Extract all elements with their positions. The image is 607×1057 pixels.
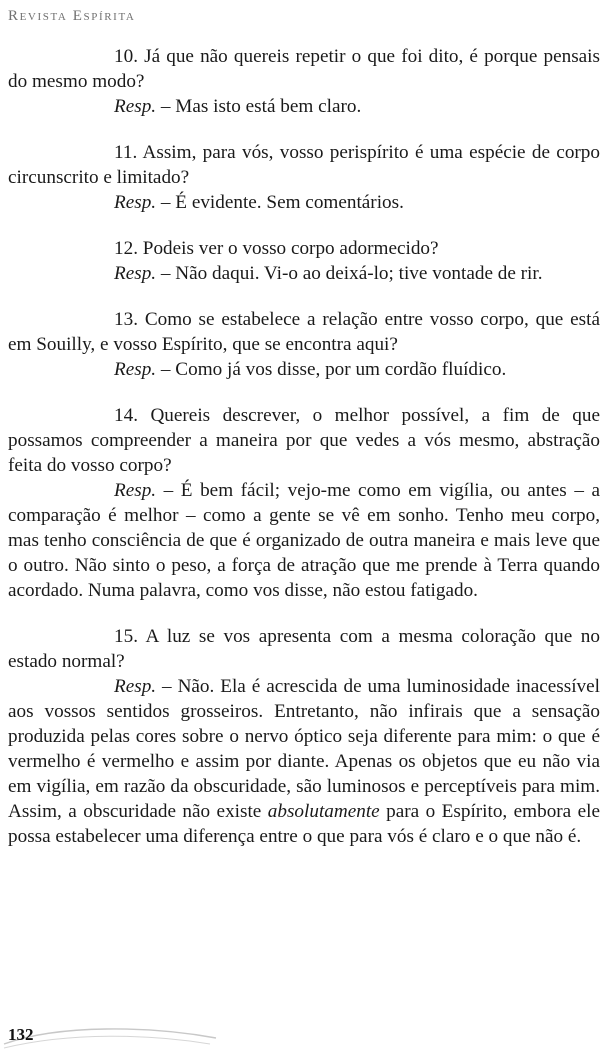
qa-entry-10: [8, 44, 600, 119]
emphasis-text: absolutamente: [267, 801, 380, 822]
answer-paragraph: [8, 261, 600, 286]
resp-label: Resp.: [114, 263, 157, 284]
answer-text: – É evidente. Sem comentários.: [156, 192, 404, 213]
resp-label: Resp.: [114, 192, 157, 213]
qa-entry-12: [8, 236, 600, 286]
question-text: 12. Podeis ver o vosso corpo adormecido?: [114, 238, 439, 259]
resp-label: Resp.: [114, 359, 157, 380]
resp-label: Resp.: [114, 96, 157, 117]
resp-label: Resp.: [114, 676, 157, 697]
answer-text-end: para o Espírito, embora ele possa estabelecer uma diferença entre o que para vós é claro e o que não é.: [8, 801, 601, 847]
answer-paragraph: [8, 674, 600, 849]
page-body: [8, 44, 600, 870]
question-text: 15. A luz se vos apresenta com a mesma coloração que no estado normal?: [8, 626, 600, 672]
answer-paragraph: [8, 357, 600, 382]
question-text: 13. Como se estabelece a relação entre vosso corpo, que está em Souilly, e vosso Espírito, que se encontra aqui?: [8, 309, 600, 355]
qa-entry-11: [8, 140, 600, 215]
question-text: 10. Já que não quereis repetir o que foi dito, é porque pensais do mesmo modo?: [8, 46, 600, 92]
qa-entry-14: [8, 403, 600, 603]
running-header: Revista Espírita: [8, 8, 136, 24]
question-text: 11. Assim, para vós, vosso perispírito é uma espécie de corpo circunscrito e limitado?: [8, 142, 600, 188]
qa-entry-15: [8, 624, 600, 849]
resp-label: Resp.: [114, 480, 157, 501]
answer-paragraph: [8, 478, 600, 603]
answer-text: – Não daqui. Vi-o ao deixá-lo; tive vontade de rir.: [156, 263, 543, 284]
answer-text: – É bem fácil; vejo-me como em vigília, ou antes – a comparação é melhor – como a gente se vê em sonho. Tenho meu corpo, mas tenho consciência de que é organizado de outra maneira e mais leve que o outro. Não sinto o peso, a força de atração que me prende à Terra quando acordado. Numa palavra, como vos disse, não estou fatigado.: [8, 480, 600, 601]
answer-paragraph: [8, 190, 600, 215]
answer-text: – Mas isto está bem claro.: [156, 96, 362, 117]
qa-entry-13: [8, 307, 600, 382]
question-text: 14. Quereis descrever, o melhor possível, a fim de que possamos compreender a maneira por que vedes a vós mesmo, abstração feita do vosso corpo?: [8, 405, 600, 476]
page-number: 132: [8, 1025, 34, 1044]
answer-paragraph: [8, 94, 600, 119]
answer-text: – Como já vos disse, por um cordão fluídico.: [156, 359, 507, 380]
answer-text: – Não. Ela é acrescida de uma luminosidade inacessível aos vossos sentidos grosseiros. Entretanto, não infirais que a sensação produzida pelas cores sobre o nervo óptico seja diferente para mim: o que é vermelho é vermelho e assim por diante. Apenas os objetos que eu não via em vigília, em razão da obscuridade, são luminosos e perceptíveis para mim. Assim, a obscuridade não existe: [8, 676, 600, 822]
